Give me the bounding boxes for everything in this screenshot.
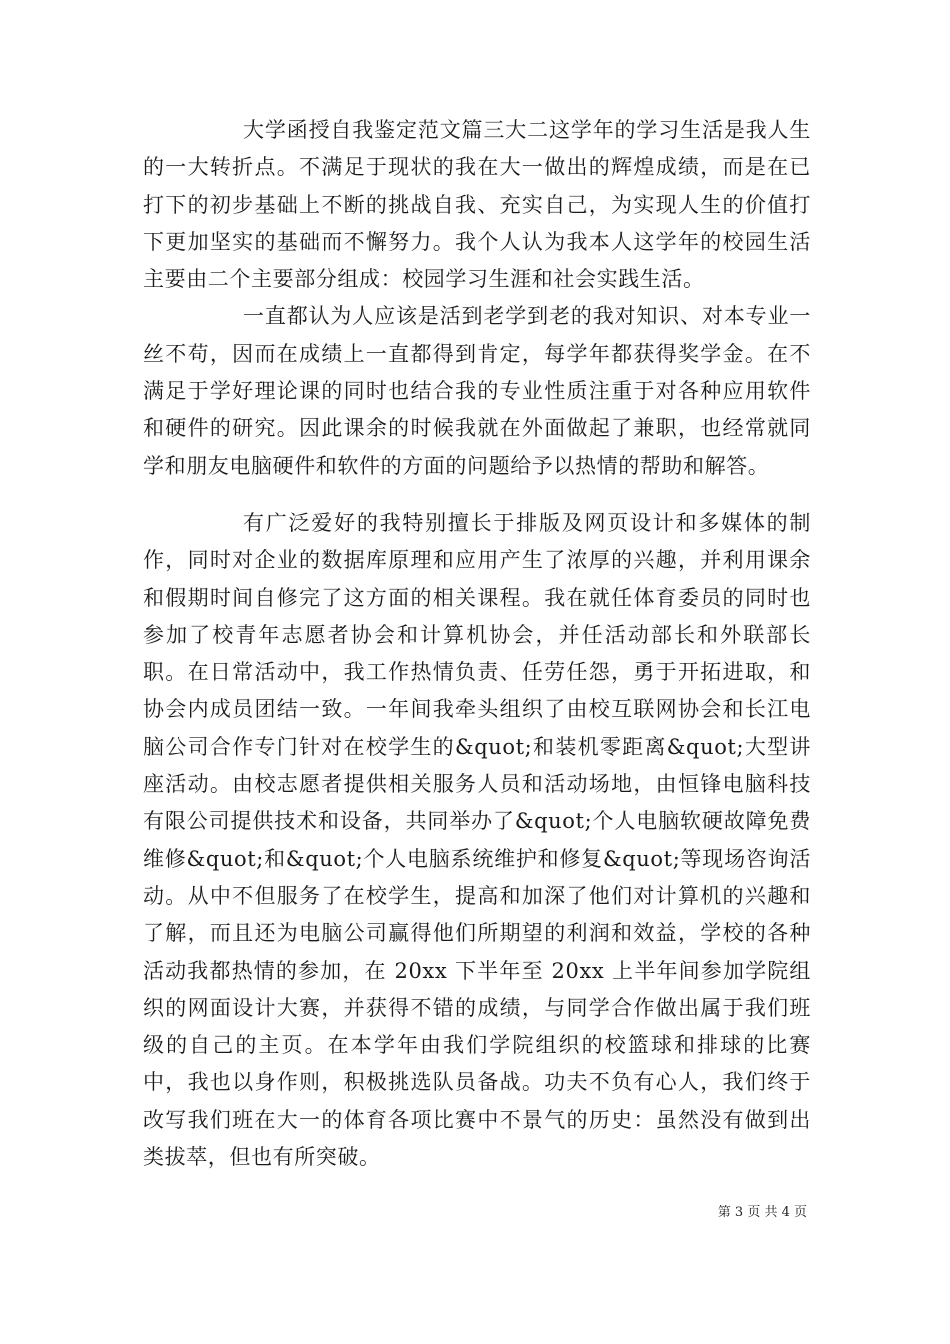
document-body <box>143 112 811 1176</box>
page-number-footer: 第 3 页 共 4 页 <box>717 1205 807 1220</box>
paragraph-2: 一直都认为人应该是活到老学到老的我对知识、对本专业一丝不苟，因而在成绩上一直都得到肯定，每学年都获得奖学金。在不满足于学好理论课的同时也结合我的专业性质注重于对各种应用软件和硬件的研究。因此课余的时候我就在外面做起了兼职，也经常就同学和朋友电脑硬件和软件的方面的问题给予以热情的帮助和解答。 <box>143 304 811 478</box>
paragraph-1: 大学函授自我鉴定范文篇三大二这学年的学习生活是我人生的一大转折点。不满足于现状的我在大一做出的辉煌成绩，而是在已打下的初步基础上不断的挑战自我、充实自己，为实现人生的价值打下更加坚实的基础而不懈努力。我个人认为我本人这学年的校园生活主要由二个主要部分组成：校园学习生涯和社会实践生活。 <box>143 118 811 292</box>
paragraph-3: 有广泛爱好的我特别擅长于排版及网页设计和多媒体的制作，同时对企业的数据库原理和应用产生了浓厚的兴趣，并利用课余和假期时间自修完了这方面的相关课程。我在就任体育委员的同时也参加了校青年志愿者协会和计算机协会，并任活动部长和外联部长职。在日常活动中，我工作热情负责、任劳任怨，勇于开拓进取，和协会内成员团结一致。一年间我牵头组织了由校互联网协会和长江电脑公司合作专门针对在校学生的&quot;和装机零距离&quot;大型讲座活动。由校志愿者提供相关服务人员和活动场地，由恒锋电脑科技有限公司提供技术和设备，共同举办了&quot;个人电脑软硬故障免费维修&quot;和&quot;个人电脑系统维护和修复&quot;等现场咨询活动。从中不但服务了在校学生，提高和加深了他们对计算机的兴趣和了解，而且还为电脑公司赢得他们所期望的利润和效益，学校的各种活动我都热情的参加，在 20xx 下半年至 20xx 上半年间参加学院组织的网面设计大赛，并获得不错的成绩，与同学合作做出属于我们班级的自己的主页。在本学年由我们学院组织的校篮球和排球的比赛中，我也以身作则，积极挑选队员备战。功夫不负有心人，我们终于改写我们班在大一的体育各项比赛中不景气的历史：虽然没有做到出类拔萃，但也有所突破。 <box>143 510 811 1170</box>
